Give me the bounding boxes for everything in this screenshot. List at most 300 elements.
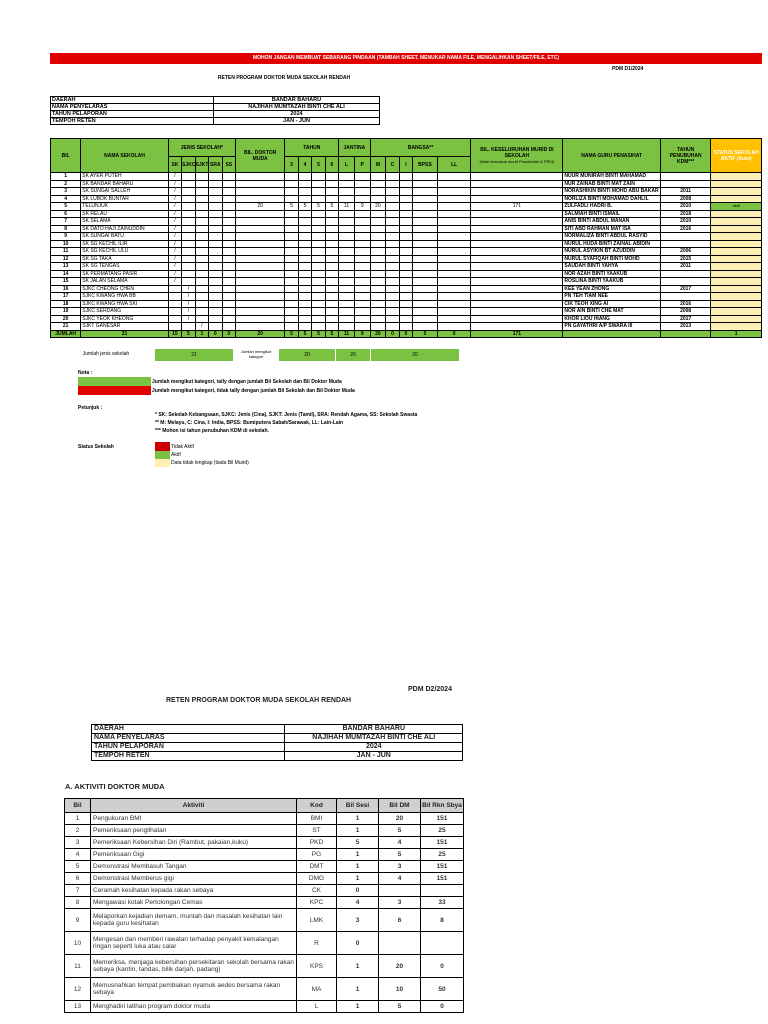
cell-i [399,203,412,211]
cell-p [354,240,370,248]
cell-l [339,315,355,323]
activity-kod: L [297,1001,337,1013]
activity-name: Pemeriksaan Gigi [91,849,297,861]
cell-murid [471,255,563,263]
cell-penubuhan: 2010 [660,218,710,226]
cell-jenis [222,293,235,301]
school-row [51,300,762,308]
cell-jenis [222,263,235,271]
school-row [51,173,762,181]
cell-jenis [209,263,222,271]
cell-status [711,173,762,181]
header-nama-sekolah: NAMA SEKOLAH [81,139,168,173]
cell-status [711,255,762,263]
cell-jenis [222,195,235,203]
cell-penubuhan: 2011 [660,188,710,196]
cell-jenis [195,233,208,241]
cell-m [370,293,386,301]
cell-t6 [325,315,338,323]
cell-bpss [413,315,438,323]
total-m: 20 [370,330,386,338]
total-murid: 171 [471,330,563,338]
cell-c [386,308,399,316]
cell-murid [471,300,563,308]
cell-penubuhan: 2010 [660,203,710,211]
cell-t6 [325,293,338,301]
cell-l [339,293,355,301]
activity-bil: 12 [65,978,91,1001]
cell-murid [471,263,563,271]
cell-doktor [236,210,285,218]
cell-jenis [222,210,235,218]
school-row [51,263,762,271]
cell-bil: 13 [51,263,81,271]
cell-p [354,255,370,263]
cell-bpss [413,240,438,248]
header-bil: BIL [51,139,81,173]
cell-m [370,210,386,218]
cell-l [339,248,355,256]
cell-bpss [413,225,438,233]
activity-header-aktiviti: Aktiviti [91,799,297,813]
cell-jenis [209,255,222,263]
cell-bil: 10 [51,240,81,248]
cell-l: 11 [339,203,355,211]
cell-status [711,218,762,226]
subheader-tahun-5: 5 [312,157,325,173]
nota-green-swatch [78,377,151,386]
cell-jenis [182,225,195,233]
cell-i [399,233,412,241]
cell-l [339,210,355,218]
school-row [51,278,762,286]
cell-jenis [222,248,235,256]
school-row [51,323,762,331]
header-guru: NAMA GURU PENASIHAT [563,139,661,173]
cell-nama-sekolah: SK DATO HAJI ZAINUDDIN [81,225,168,233]
cell-l [339,300,355,308]
status-incomplete-swatch [155,459,170,467]
nota-red-text: Jumlah mengikut kategori, tidak tally dengan jumlah Bil Sekolah dan Bil Doktor Muda [152,388,355,394]
cell-bil: 6 [51,210,81,218]
cell-t6 [325,173,338,181]
activity-rkn: 0 [421,955,464,978]
summary-label: Jumlah jenis sekolah [82,351,130,357]
total-l: 11 [339,330,355,338]
cell-jenis: / [168,210,181,218]
cell-m [370,180,386,188]
cell-ll [437,263,471,271]
total-jenis: 0 [209,330,222,338]
cell-guru: NORLIZA BINTI MOHAMAD DAHLIL [563,195,661,203]
info-value: NAJIHAH MUMTAZAH BINTI CHE ALI [214,104,380,111]
page-title-2: RETEN PROGRAM DOKTOR MUDA SEKOLAH RENDAH [166,697,352,704]
cell-jenis [222,188,235,196]
cell-jenis [209,270,222,278]
school-row [51,210,762,218]
activity-bil: 13 [65,1001,91,1013]
cell-t6 [325,270,338,278]
cell-t5 [312,188,325,196]
cell-murid [471,210,563,218]
cell-c [386,255,399,263]
cell-t5 [312,248,325,256]
cell-jenis: / [168,240,181,248]
cell-t3 [285,210,298,218]
cell-bil: 2 [51,180,81,188]
cell-doktor [236,300,285,308]
cell-ll [437,323,471,331]
activity-name: Demonstrasi Memberus gigi [91,873,297,885]
info-row [51,111,380,118]
cell-l [339,240,355,248]
cell-c [386,225,399,233]
activity-header-bil-dm: Bil DM [379,799,421,813]
activity-dm: 10 [379,978,421,1001]
cell-ll [437,225,471,233]
status-tidak-aktif-label: Tidak Aktif [171,444,194,450]
cell-status: aktif [711,203,762,211]
cell-m [370,218,386,226]
cell-jenis [222,180,235,188]
cell-murid [471,308,563,316]
cell-guru: NORASHIKIN BINTI MOHD ABU BAKAR [564,188,659,194]
cell-jenis [182,233,195,241]
cell-t4 [298,210,311,218]
activity-sesi: 1 [337,861,379,873]
cell-t6: 5 [325,203,338,211]
cell-bil: 1 [51,173,81,181]
cell-penubuhan: 2015 [660,255,710,263]
cell-i [399,195,412,203]
cell-m [370,278,386,286]
cell-doktor [236,173,285,181]
cell-jenis [209,248,222,256]
cell-jenis [195,270,208,278]
cell-bpss [413,300,438,308]
info-value-2: BANDAR BAHARU [285,725,463,734]
cell-jenis [182,203,195,211]
cell-bil: 17 [51,293,81,301]
cell-nama-sekolah: SK SELAMA [81,218,168,226]
cell-c [386,173,399,181]
cell-jenis: / [182,293,195,301]
cell-jenis [209,240,222,248]
cell-murid [471,173,563,181]
cell-p [354,323,370,331]
cell-t6 [325,285,338,293]
school-row [51,195,762,203]
cell-murid [471,248,563,256]
cell-doktor [236,255,285,263]
cell-ll [437,255,471,263]
activity-row [65,837,464,849]
cell-t3 [285,293,298,301]
activity-sesi: 3 [337,909,379,932]
info-label: NAMA PENYELARAS [51,104,214,111]
form-code: PDM D1/2024 [612,66,644,72]
info-label: TAHUN PELAPORAN [51,111,214,118]
activity-rkn: 33 [421,897,464,909]
cell-murid [471,285,563,293]
cell-i [399,180,412,188]
cell-doktor [236,188,285,196]
cell-penubuhan: 2008 [660,308,710,316]
activity-sesi: 1 [337,1001,379,1013]
cell-t6 [325,188,338,196]
cell-jenis [195,173,208,181]
cell-jenis [182,263,195,271]
cell-jenis [168,293,181,301]
activity-bil: 1 [65,813,91,825]
cell-nama-sekolah: SK JALAN SELAMA [81,278,168,286]
activity-bil: 11 [65,955,91,978]
cell-status [711,300,762,308]
cell-doktor [236,240,285,248]
activity-row [65,885,464,897]
cell-bpss [413,203,438,211]
cell-t3 [285,173,298,181]
cell-bpss [413,195,438,203]
activity-name: Pemeriksaan Kebersihan Diri (Rambut, pakaian,kuku) [91,837,297,849]
cell-bil: 11 [51,248,81,256]
cell-nama-sekolah: SJKC SERDANG [81,308,168,316]
cell-bpss [413,285,438,293]
activity-header-bil: Bil [65,799,91,813]
cell-l [339,323,355,331]
activity-dm: 6 [379,909,421,932]
cell-c [386,240,399,248]
cell-c [386,278,399,286]
cell-ll [437,180,471,188]
activity-name: Memusnahkan tempat pembiakan nyamuk aedes bersama rakan sebaya [91,978,297,1001]
school-row [51,218,762,226]
subheader-bangsa-bpss: BPSS [413,157,438,173]
cell-l [339,308,355,316]
activity-bil: 8 [65,897,91,909]
cell-l [339,270,355,278]
activity-name: Memeriksa, menjaga kebersihan persekitaran sekolah bersama rakan sebaya (kantin, tandas, bilik darjah, padang) [91,955,297,978]
cell-t3 [285,195,298,203]
activity-dm: 20 [379,955,421,978]
cell-nama-sekolah: SK SG KECHIL ULU [81,248,168,256]
cell-l [339,173,355,181]
subheader-jenis-sjkt: SJKT [195,157,208,173]
cell-t4 [298,188,311,196]
cell-jenis: / [168,233,181,241]
cell-murid [471,180,563,188]
cell-nama-sekolah: SK SUNGAI BATU [81,233,168,241]
cell-nama-sekolah: SK PERMATANG PASIR [81,270,168,278]
subheader-tahun-4: 4 [298,157,311,173]
cell-t5 [312,240,325,248]
cell-jenis: / [168,270,181,278]
cell-t5 [312,308,325,316]
cell-bil: 20 [51,315,81,323]
total-jenis: 15 [168,330,181,338]
cell-jenis: / [168,180,181,188]
page-title: RETEN PROGRAM DOKTOR MUDA SEKOLAH RENDAH [217,75,351,81]
cell-ll [437,218,471,226]
petunjuk-line-2: ** M: Melayu, C: Cina, I: India, BPSS: Bumiputera Sabah/Sarawak, LL: Lain-Lain [155,420,344,426]
activity-kod: PKD [297,837,337,849]
activity-name: Demonstrasi Membasuh Tangan [91,861,297,873]
cell-m: 20 [370,203,386,211]
info-label-2: DAERAH [92,725,285,734]
cell-nama-sekolah: SK RELAU [81,210,168,218]
cell-m [370,195,386,203]
total-doktor: 20 [236,330,285,338]
cell-p [354,233,370,241]
total-t4: 5 [298,330,311,338]
cell-doktor [236,233,285,241]
cell-penubuhan: 2016 [660,225,710,233]
cell-jenis [195,308,208,316]
cell-guru: NOR AZAH BINTI YAAKUB [563,270,661,278]
cell-jenis [209,218,222,226]
cell-t3 [285,278,298,286]
activity-row [65,1001,464,1013]
cell-ll [437,285,471,293]
info-row-2 [92,752,463,761]
cell-doktor [236,293,285,301]
total-i: 0 [399,330,412,338]
total-jenis: 1 [195,330,208,338]
cell-m [370,173,386,181]
activity-bil: 9 [65,909,91,932]
cell-status [711,210,762,218]
cell-nama-sekolah: TELUNJUK [81,203,168,211]
cell-jenis [195,263,208,271]
cell-t4 [298,285,311,293]
cell-guru: SAUDAH BINTI YAHYA [563,263,661,271]
cell-jenis [168,308,181,316]
cell-doktor [236,248,285,256]
cell-nama-sekolah: SJKC YEOK KHEONG [81,315,168,323]
cell-status [711,270,762,278]
cell-p [354,225,370,233]
cell-bil: 19 [51,308,81,316]
activity-kod: KPS [297,955,337,978]
form-code-2: PDM D2/2024 [408,686,452,693]
info-value: BANDAR BAHARU [214,97,380,104]
cell-t5 [312,255,325,263]
cell-m [370,300,386,308]
total-t5: 5 [312,330,325,338]
cell-t3 [285,240,298,248]
cell-p [354,315,370,323]
cell-ll [437,278,471,286]
activity-name: Menghadiri latihan program doktor muda [91,1001,297,1013]
activity-sesi: 1 [337,978,379,1001]
cell-p [354,300,370,308]
cell-jenis: / [168,188,181,196]
cell-doktor [236,225,285,233]
activity-bil: 2 [65,825,91,837]
activity-row [65,909,464,932]
total-bil: 21 [81,330,168,338]
cell-t5 [312,315,325,323]
cell-bil: 3 [51,188,81,196]
cell-guru: CIK TEOH XING AI [563,300,661,308]
cell-t3 [285,315,298,323]
cell-murid [471,270,563,278]
cell-l [339,180,355,188]
info-table-2 [91,724,463,761]
total-status: 1 [711,330,762,338]
status-incomplete-label: Data tidak lengkap (tiada Bil Murid) [171,460,249,466]
school-row [51,188,762,196]
info-label-2: NAMA PENYELARAS [92,734,285,743]
cell-guru: PN GAYATHRI A/P SWARA III [563,323,661,331]
cell-doktor: 20 [236,203,285,211]
cell-bpss [413,255,438,263]
cell-i [399,270,412,278]
cell-murid [471,278,563,286]
info-row-2 [92,743,463,752]
activity-kod: DMT [297,861,337,873]
activity-kod: DMG [297,873,337,885]
cell-t6 [325,263,338,271]
cell-jenis [182,218,195,226]
cell-p [354,278,370,286]
cell-status [711,315,762,323]
status-legend-title: Status Sekolah [78,444,114,450]
cell-m [370,308,386,316]
activity-rkn: 50 [421,978,464,1001]
cell-nama-sekolah: SK AYER PUTEH [81,173,168,181]
header-status: STATUS SEKOLAH AKTIF (Auto) [711,139,762,173]
cell-penubuhan [660,180,710,188]
cell-t5 [312,195,325,203]
cell-guru: NORMALIZA BINTI ABDUL RASYID [563,233,661,241]
cell-p [354,180,370,188]
info-value: 2024 [214,111,380,118]
activity-row [65,932,464,955]
cell-murid [471,323,563,331]
cell-m [370,285,386,293]
cell-c [386,233,399,241]
cell-bil: 9 [51,233,81,241]
school-row [51,308,762,316]
cell-bpss [413,210,438,218]
info-row [51,97,380,104]
cell-m [370,315,386,323]
activity-rkn: 151 [421,813,464,825]
cell-guru: ANIS BINTI ABDUL MANAN [563,218,661,226]
cell-p: 9 [354,203,370,211]
cell-status [711,293,762,301]
cell-jenis [209,210,222,218]
cell-status [711,225,762,233]
cell-jenis [182,195,195,203]
status-aktif-swatch [155,451,170,459]
cell-t4 [298,263,311,271]
cell-t3 [285,188,298,196]
cell-i [399,240,412,248]
cell-guru: KEE YEAN ZHONG [563,285,661,293]
school-row [51,248,762,256]
activity-dm: 5 [379,1001,421,1013]
total-t3: 5 [285,330,298,338]
cell-t4 [298,300,311,308]
cell-t4 [298,225,311,233]
activity-rkn: 151 [421,861,464,873]
cell-p [354,248,370,256]
cell-t6 [325,308,338,316]
cell-t6 [325,255,338,263]
cell-jenis [222,285,235,293]
